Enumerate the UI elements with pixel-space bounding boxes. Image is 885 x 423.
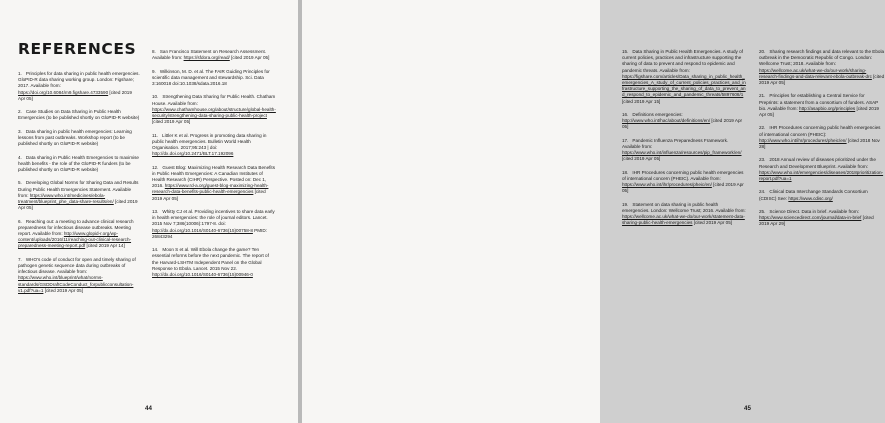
- reference-number: 8.: [152, 49, 156, 54]
- reference-text: Pandemic Influenza Preparedness Framework. Available from:: [622, 137, 729, 150]
- reference-cited-date: [cited 2019 Apr 05]: [622, 156, 661, 162]
- reference-entry: [759, 189, 885, 201]
- reference-link[interactable]: https://www.cdisc.org/: [788, 195, 833, 201]
- reference-number: 1.: [18, 71, 22, 76]
- reference-entry: [18, 71, 140, 102]
- reference-entry: [622, 112, 746, 131]
- reference-text: Guest Blog: Maximizing Health Research Data Benefits in Public Health Emergencies: A Canadian Institutes of Health Research (CIHR) Perspective. Posted on: Dec 1, 2016.: [152, 164, 275, 189]
- reference-entry: [622, 49, 746, 105]
- reference-link[interactable]: https://doi.org/10.6084/m9.figshare.4733590: [18, 89, 109, 95]
- reference-link[interactable]: https://www.chathamhouse.org/about/structure/global-health-security/strengthening-data-sharing-public-health-project: [152, 106, 276, 118]
- reference-text: Principles for establishing a Central Service for Preprints: a statement from a consortium of funders. ASAP bio. Available from:: [759, 93, 879, 111]
- reference-cited-date: [cited 2019 Apr 05]: [229, 55, 270, 61]
- reference-entry: [18, 109, 140, 121]
- reference-link[interactable]: http://www.who.int/ihr/procedures/pheic/en/: [759, 137, 847, 143]
- reference-text: 2018 Annual review of diseases prioritized under the Research and Development Blueprint. Available from:: [759, 157, 876, 169]
- reference-link[interactable]: https://www.who.int/ihr/procedures/pheic/en/: [622, 182, 712, 188]
- reference-link[interactable]: https://figshare.com/articles/Data_sharing_in_public_health_emergencies_A_study_of_current_policies_practices_and_infrastructure_supporting_the_sharing_of_data_to_prevent_and_respond_to_epidemic_and_pandemic_threats/5897608/1: [622, 73, 746, 98]
- reference-number: 25.: [759, 209, 766, 214]
- reference-link[interactable]: http://www.glopid-r.org/wp-content/uploads/2016/11/reaching-out-clinical-research-preparedness-meeting-report.pdf: [18, 231, 132, 249]
- reference-number: 6.: [18, 218, 22, 224]
- reference-number: 2.: [18, 109, 22, 115]
- reference-number: 13.: [152, 209, 159, 214]
- reference-text: WHO's code of conduct for open and timely sharing of pathogen genetic sequence data during outbreaks of infectious disease. Available from:: [18, 256, 136, 275]
- reference-text: Whitty CJ et al. Providing incentives to share data early in health emergencies: the role of journal editors. Lancet. 2015 Nov 7;386(10006):1797-8. doi:: [152, 209, 275, 227]
- reference-entry: [152, 209, 276, 240]
- reference-number: 14.: [152, 247, 159, 253]
- reference-link[interactable]: https://www.who.int/emergencies/diseases/2018prioritization-report.pdf?ua=1: [759, 169, 884, 182]
- reference-text: San Francisco Statement on Research Assessment. Available from:: [152, 49, 267, 61]
- reference-number: 16.: [622, 112, 629, 118]
- reference-number: 5.: [18, 180, 22, 186]
- reference-number: 20.: [759, 49, 766, 54]
- reference-column-1: [18, 71, 140, 301]
- reference-entry: [18, 129, 140, 148]
- page-number-right: 45: [744, 405, 751, 412]
- reference-text: Moon S et al. Will Ebola change the game? Ten essential reforms before the next pandemic. The report of the Harvard-LSHTM Independent Panel on the Global Response to Ebola. Lancet. 2015 Nov 22.: [152, 247, 269, 271]
- reference-cited-date: [cited 2019 Apr 05]: [43, 287, 84, 293]
- reference-link[interactable]: https://sfdora.org/read/: [183, 55, 230, 61]
- reference-text: Case Studies on Data Sharing in Public Health Emergencies (to be published shortly on GloPID-R website): [18, 109, 140, 121]
- reference-entry: [759, 49, 885, 86]
- reference-entry: [622, 202, 746, 227]
- reference-entry: [622, 138, 746, 163]
- reference-number: 12.: [152, 164, 159, 170]
- reference-link[interactable]: https://wellcome.ac.uk/what-we-do/our-work/statement-data-sharing-public-health-emergencies: [622, 214, 745, 226]
- reference-entry: [152, 247, 276, 278]
- reference-link[interactable]: http://asapbio.org/principles: [799, 105, 856, 111]
- reference-entry: [759, 209, 885, 228]
- reference-link[interactable]: http://dx.doi.org/10.1016/S0140-6736(15)00758-8: [152, 227, 253, 233]
- reference-text: Science Direct. Data in brief. Available from:: [769, 209, 859, 214]
- reference-cited-date: [cited 2019 Apr 05]: [18, 89, 132, 101]
- reference-entry: [152, 165, 276, 202]
- reference-entry: [18, 219, 140, 250]
- reference-number: 15.: [622, 49, 629, 54]
- reference-entry: [152, 94, 276, 125]
- reference-text: Wilkinson, M. D. et al. The FAIR Guiding Principles for scientific data management and stewardship. Sci. Data 3:160018 doi:10.1038/sdata.2016.18: [152, 68, 270, 86]
- reference-entry: [759, 125, 885, 150]
- reference-text: Strengthening Data Sharing for Public Health. Chatham House. Available from:: [152, 94, 276, 106]
- reference-text: Data sharing in public health emergencies: Learning lessons from past outbreaks. Workshop report (to be published shortly on GloPID-R website): [18, 128, 132, 147]
- reference-cited-date: [cited 2019 Apr 05]: [152, 189, 266, 201]
- reference-link[interactable]: http://dx.doi.org/10.2471/BLT.17.192096: [152, 151, 234, 157]
- reference-cited-date: [cited 2018 Nov 28]: [759, 137, 880, 150]
- reference-cited-date: [cited 2019 Apr 05]: [152, 119, 191, 125]
- reference-number: 4.: [18, 154, 22, 160]
- reference-column-3: [622, 49, 746, 234]
- reference-number: 10.: [152, 94, 159, 100]
- reference-cited-date: [cited 2019 Apr 14]: [85, 243, 125, 249]
- reference-text: Statement on data sharing in public health emergencies. London: Wellcome Trust; 2016. Available from:: [622, 201, 746, 214]
- reference-cited-date: [cited 2019 Apr 15]: [622, 98, 661, 104]
- reference-number: 23.: [759, 157, 766, 163]
- reference-number: 24.: [759, 189, 766, 195]
- reference-entry: [152, 49, 276, 61]
- reference-entry: [152, 69, 276, 88]
- reference-cited-date: [cited 2019 Apr 05]: [622, 182, 744, 194]
- reference-number: 22.: [759, 125, 766, 131]
- reference-cited-date: [cited 2019 Apr 05]: [759, 73, 885, 86]
- reference-text: Developing Global Norms for Sharing Data and Results During Public Health Emergencies Statement. Available from:: [18, 180, 139, 198]
- reference-column-4: [759, 49, 885, 235]
- reference-number: 9.: [152, 68, 156, 74]
- reference-text: Littler K et al. Progress in promoting data sharing in public health emergencies. Bulletin World Health Organisation. 2017;95:243 | doi:: [152, 132, 267, 150]
- reference-number: 11.: [152, 132, 159, 138]
- reference-entry: [18, 257, 140, 294]
- reference-link[interactable]: https://www.who.int/medicines/ebola-treatment/blueprint_phe_data-share-results/en/: [18, 192, 114, 204]
- left-page: [0, 0, 298, 423]
- reference-number: 18.: [622, 169, 629, 175]
- reference-link[interactable]: https://wellcome.ac.uk/what-we-do/our-work/sharing-research-findings-and-data-relevant-ebola-outbreak-drc: [759, 67, 872, 79]
- reference-link[interactable]: https://www.who.int/blueprint/what/norms-standards/GSDDraftCodeConduct_forpublicconsultation-v1.pdf?ua=1: [18, 275, 134, 293]
- reference-number: 21.: [759, 93, 766, 99]
- reference-link[interactable]: http://www.who.int/hac/about/definitions/en/: [622, 118, 711, 124]
- reference-text: Definitions emergencies:: [632, 112, 683, 118]
- reference-number: 17.: [622, 137, 629, 143]
- reference-number: 3.: [18, 128, 22, 134]
- reference-link[interactable]: https://www.rd-a.org/guest-blog-maximizing-health-research-data-benefits-public-health-emergencies: [152, 183, 269, 195]
- reference-cited-date: PMID: 26843294: [152, 227, 267, 239]
- reference-cited-date: [cited 2019 Apr 05]: [692, 220, 733, 226]
- reference-entry: [759, 93, 885, 118]
- reference-link[interactable]: https://www.who.int/influenza/resources/pip_framework/en/: [622, 150, 742, 156]
- reference-entry: [622, 170, 746, 195]
- reference-cited-date: [cited 2019 Apr 05]: [759, 105, 879, 118]
- reference-link[interactable]: http://dx.doi.org/10.1016/S0140-6736(15)00946-0: [152, 272, 253, 278]
- reference-text: Data Sharing in Public Health Emergencies. A study of current policies, practices and infrastructure supporting the sharing of data to prevent and respond to epidemic and pandemic threats. Available from:: [622, 49, 743, 73]
- reference-text: Clinical Data Interchange Standards Consortium (CDISC) See:: [759, 189, 868, 201]
- reference-cited-date: [cited 2019 Apr 05]: [622, 118, 743, 130]
- reference-entry: [18, 155, 140, 174]
- reference-text: IHR Procedures concerning public health emergencies of international concern (PHEIC). Available from:: [622, 169, 744, 182]
- page-number-left: 44: [145, 405, 152, 412]
- reference-column-2: [152, 49, 276, 285]
- reference-text: Data sharing in Public Health Emergencies to maximise health benefits - the role of the GloPID-R funders (to be published shortly on GloPID-R website): [18, 154, 139, 172]
- right-page: [302, 0, 885, 423]
- reference-text: Sharing research findings and data relevant to the Ebola outbreak in the Democratic Republic of Congo. London: Wellcome Trust; 2018. Available from:: [759, 49, 885, 67]
- reference-text: IHR Procedures concerning public health emergencies of international concern (PHEIC):: [759, 125, 881, 137]
- reference-text: Principles for data sharing in public health emergencies. GloPID-R data sharing working group. London: Figshare; 2017. Available from:: [18, 71, 140, 89]
- reference-text: Reaching out: a meeting to advance clinical research preparedness for infectious disease outbreaks. Meeting report. Available from:: [18, 218, 134, 236]
- reference-number: 7.: [18, 256, 22, 262]
- reference-entry: [152, 133, 276, 158]
- reference-cited-date: [cited 2019 Apr 29]: [759, 215, 874, 227]
- references-heading: REFERENCES: [18, 40, 137, 58]
- reference-entry: [759, 157, 885, 182]
- reference-entry: [18, 180, 140, 211]
- reference-link[interactable]: https://www.sciencedirect.com/journal/data-in-brief: [759, 215, 862, 221]
- reference-number: 19.: [622, 201, 629, 207]
- reference-cited-date: [cited 2019 Apr 05]: [18, 199, 138, 211]
